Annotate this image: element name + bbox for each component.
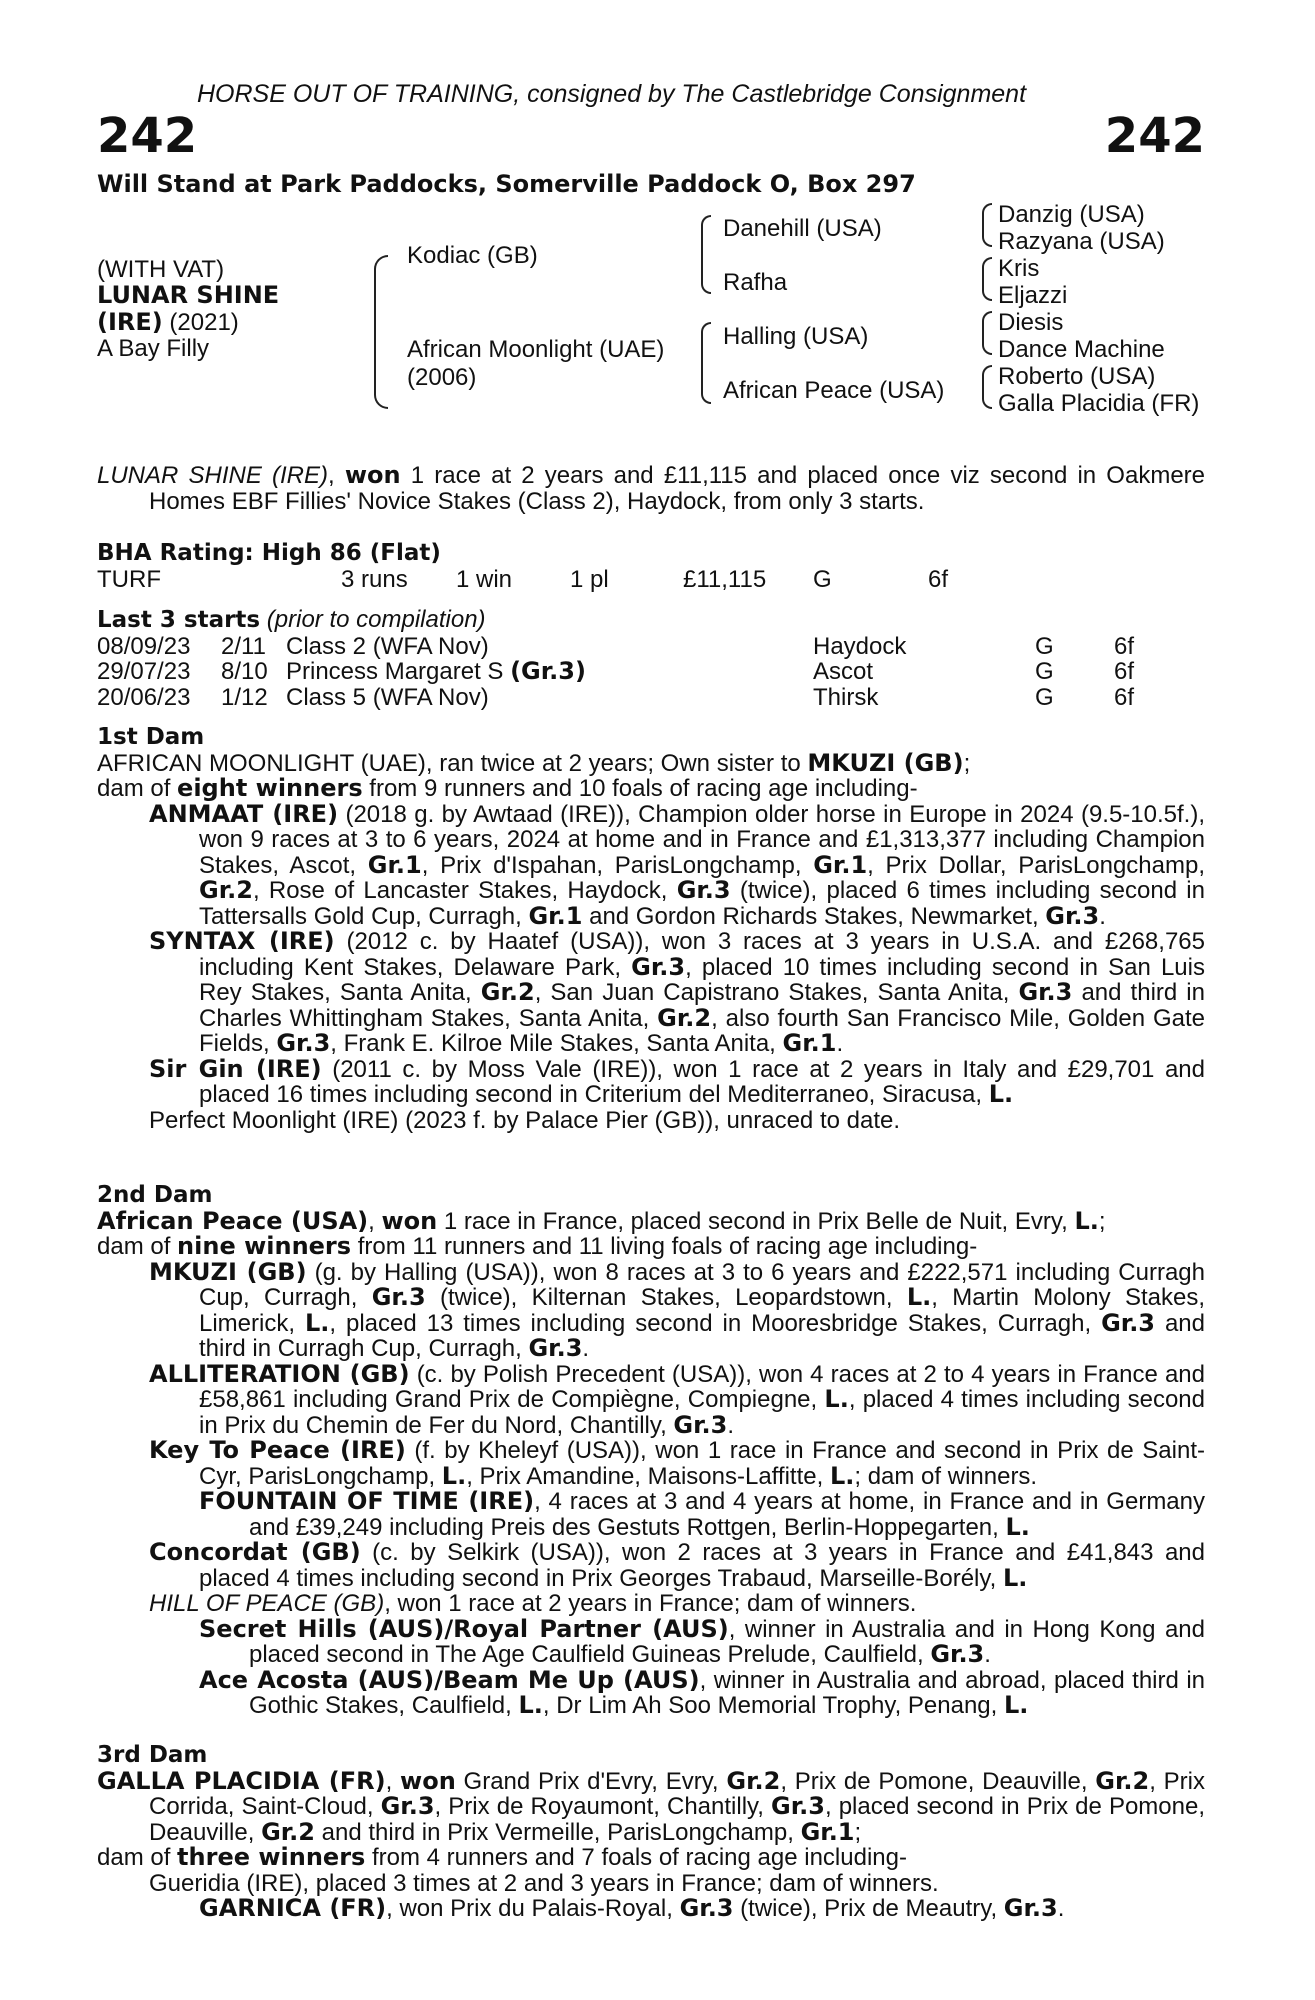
starts-table [97, 634, 1134, 711]
progeny-garnica: GARNICA (FR), won Prix du Palais-Royal, Gr.3 (twice), Prix de Meautry, Gr.3. [199, 1894, 1065, 1922]
pedigree-g7: Roberto (USA) [998, 363, 1156, 390]
second-dam-heading: 2nd Dam [97, 1182, 213, 1208]
last-three-starts: Last 3 starts (prior to compilation) 08/09/23 2/11 Class 2 (WFA Nov) Haydock G 6f 29/07/23 8/10 Princess Margaret S (Gr.3) Ascot G 6f 20/06/23 1/12 Class 5 (WFA Nov) Thirsk G 6f [97, 606, 1135, 711]
vat-note: (WITH VAT) [97, 256, 225, 283]
pedigree-sire: Kodiac (GB) [407, 242, 538, 269]
pedigree-brace-2a [701, 215, 711, 294]
third-dam-heading: 3rd Dam [97, 1742, 208, 1768]
progeny-secret-hills: Secret Hills (AUS)/Royal Partner (AUS), winner in Australia and in Hong Kong and placed second in The Age Caulfield Guineas Prelude, Caulfield, Gr.3. [199, 1614, 1205, 1668]
progeny-key-to-peace: Key To Peace (IRE) (f. by Kheleyf (USA)), won 1 race in France and second in Prix de Saint-Cyr, ParisLongchamp, L., Prix Amandine, Maisons-Laffitte, L.; dam of winners. [149, 1436, 1205, 1490]
progeny-ace-acosta: Ace Acosta (AUS)/Beam Me Up (AUS), winner in Australia and abroad, placed third in Gothic Stakes, Caulfield, L., Dr Lim Ah Soo Memorial Trophy, Penang, L. [199, 1665, 1205, 1719]
pedigree-g4: Eljazzi [998, 282, 1068, 309]
pedigree-g6: Dance Machine [998, 336, 1165, 363]
third-dam-section: 3rd Dam GALLA PLACIDIA (FR), won Grand Prix d'Evry, Evry, Gr.2, Prix de Pomone, Deauville, Gr.2, Prix Corrida, Saint-Cloud, Gr.3, Prix de Royaumont, Chantilly, Gr.3, placed second in Prix de Pomone, Deauville, Gr.2 and third in Prix Vermeille, ParisLongchamp, Gr.1; dam of three winners from 4 runners and 7 foals of racing age including- Gueridia (IRE), placed 3 times at 2 and 3 years in France; dam of winners. GARNICA (FR), won Prix du Palais-Royal, Gr.3 (twice), Prix de Meautry, Gr.3. [97, 1742, 1206, 1922]
pedigree-g3: Kris [998, 255, 1040, 282]
progeny-fountain-of-time: FOUNTAIN OF TIME (IRE), 4 races at 3 and 4 years at home, in France and in Germany and £39,249 including Preis des Gestuts Rottgen, Berlin-Hoppegarten, L. [199, 1487, 1206, 1541]
pedigree-g1: Danzig (USA) [998, 201, 1145, 228]
start-row: 29/07/23 8/10 Princess Margaret S (Gr.3) Ascot G 6f [97, 657, 1135, 685]
rating-table: TURF 3 runs 1 win 1 pl £11,115 G 6f [97, 565, 949, 593]
progeny-concordat: Concordat (GB) (c. by Selkirk (USA)), won 2 races at 3 years in France and £41,843 and placed 4 times including second in Prix Georges Trabaud, Marseille-Borély, L. [149, 1538, 1205, 1592]
pedigree-brace-3b [982, 257, 992, 301]
progeny-hill-of-peace: HILL OF PEACE (GB), won 1 race at 2 years in France; dam of winners. [149, 1590, 917, 1617]
pedigree-sire-sire: Danehill (USA) [723, 215, 882, 242]
pedigree-brace-3d [982, 365, 992, 409]
progeny-perfect-moonlight: Perfect Moonlight (IRE) (2023 f. by Palace Pier (GB)), unraced to date. [149, 1106, 901, 1134]
pedigree-dam-dam: African Peace (USA) [723, 377, 945, 404]
horse-name: LUNAR SHINE [97, 281, 280, 309]
start-row: 08/09/23 2/11 Class 2 (WFA Nov) Haydock G 6f [97, 632, 1135, 660]
lot-number-right: 242 [1104, 108, 1205, 164]
race-summary: LUNAR SHINE (IRE), won 1 race at 2 years and £11,115 and placed once viz second in Oakmere Homes EBF Fillies' Novice Stakes (Class 2), Haydock, from only 3 starts. [97, 461, 1206, 515]
first-dam-heading: 1st Dam [97, 724, 205, 750]
horse-description: A Bay Filly [97, 335, 210, 362]
pedigree-g8: Galla Placidia (FR) [998, 390, 1200, 417]
pedigree-brace-3a [982, 203, 992, 247]
start-row: 20/06/23 1/12 Class 5 (WFA Nov) Thirsk G 6f [97, 683, 1135, 711]
stand-location: Will Stand at Park Paddocks, Somerville Paddock O, Box 297 [97, 170, 916, 198]
consignment-line: HORSE OUT OF TRAINING, consigned by The Castlebridge Consignment [197, 80, 1027, 108]
pedigree-dam-year: (2006) [407, 364, 477, 391]
pedigree-g2: Razyana (USA) [998, 228, 1165, 255]
horse-name-suffix: (IRE) (2021) [97, 308, 239, 336]
progeny-mkuzi: MKUZI (GB) (g. by Halling (USA)), won 8 races at 3 to 6 years and £222,571 including Curragh Cup, Curragh, Gr.3 (twice), Kilternan Stakes, Leopardstown, L., Martin Molony Stakes, Limerick, L., placed 13 times including second in Mooresbridge Stakes, Curragh, Gr.3 and third in Curragh Cup, Curragh, Gr.3. [149, 1257, 1206, 1362]
pedigree-dam-sire: Halling (USA) [723, 323, 869, 350]
bha-rating: BHA Rating: High 86 (Flat) TURF 3 runs 1 win 1 pl £11,115 G 6f [97, 540, 949, 593]
progeny-sir-gin: Sir Gin (IRE) (2011 c. by Moss Vale (IRE)), won 1 race at 2 years in Italy and £29,701 and placed 16 times including second in Criterium del Mediterraneo, Siracusa, L. [149, 1054, 1205, 1108]
pedigree-brace-3c [982, 311, 992, 355]
lot-number-left: 242 [97, 108, 198, 164]
progeny-gueridia: Gueridia (IRE), placed 3 times at 2 and 3 years in France; dam of winners. [149, 1869, 939, 1897]
pedigree-sire-dam: Rafha [723, 269, 788, 296]
progeny-syntax: SYNTAX (IRE) (2012 c. by Haatef (USA)), won 3 races at 3 years in U.S.A. and £268,765 including Kent Stakes, Delaware Park, Gr.3, placed 10 times including second in San Luis Rey Stakes, Santa Anita, Gr.2, San Juan Capistrano Stakes, Santa Anita, Gr.3 and third in Charles Whittingham Stakes, Santa Anita, Gr.2, also fourth San Francisco Mile, Golden Gate Fields, Gr.3, Frank E. Kilroe Mile Stakes, Santa Anita, Gr.1. [149, 927, 1205, 1057]
second-dam-section: 2nd Dam African Peace (USA), won 1 race in France, placed second in Prix Belle de Nuit, Evry, L.; dam of nine winners from 11 runners and 11 living foals of racing age including- MKUZI (GB) (g. by Halling (USA)), won 8 races at 3 to 6 years and £222,571 including Curragh Cup, Curragh, Gr.3 (twice), Kilternan Stakes, Leopardstown, L., Martin Molony Stakes, Limerick, L., placed 13 times including second in Mooresbridge Stakes, Curragh, Gr.3 and third in Curragh Cup, Curragh, Gr.3. ALLITERATION (GB) (c. by Polish Precedent (USA)), won 4 races at 2 to 4 years in France and £58,861 including Grand Prix de Compiègne, Compiegne, L., placed 4 times including second in Prix du Chemin de Fer du Nord, Chantilly, Gr.3. Key To Peace (IRE) (f. by Kheleyf (USA)), won 1 race in France and second in Prix de Saint-Cyr, ParisLongchamp, L., Prix Amandine, Maisons-Laffitte, L.; dam of winners. FOUNTAIN OF TIME (IRE), 4 races at 3 and 4 years at home, in France and in Germany and £39,249 including Preis des Gestuts Rottgen, Berlin-Hoppegarten, L. Concordat (GB) (c. by Selkirk (USA)), won 2 races at 3 years in France and £41,843 and placed 4 times including second in Prix Georges Trabaud, Marseille-Borély, L. HILL OF PEACE (GB), won 1 race at 2 years in France; dam of winners. Secret Hills (AUS)/Royal Partner (AUS), winner in Australia and in Hong Kong and placed second in The Age Caulfield Guineas Prelude, Caulfield, Gr.3. Ace Acosta (AUS)/Beam Me Up (AUS), winner in Australia and abroad, placed third in Gothic Stakes, Caulfield, L., Dr Lim Ah Soo Memorial Trophy, Penang, L. [97, 1182, 1206, 1719]
pedigree-brace-2b [701, 322, 711, 404]
pedigree-g5: Diesis [998, 309, 1064, 336]
pedigree-brace-1 [374, 255, 388, 409]
progeny-anmaat: ANMAAT (IRE) (2018 g. by Awtaad (IRE)), Champion older horse in Europe in 2024 (9.5-10.5f.), won 9 races at 3 to 6 years, 2024 at home and in France and £1,313,377 including Champion Stakes, Ascot, Gr.1, Prix d'Ispahan, ParisLongchamp, Gr.1, Prix Dollar, ParisLongchamp, Gr.2, Rose of Lancaster Stakes, Haydock, Gr.3 (twice), placed 6 times including second in Tattersalls Gold Cup, Curragh, Gr.1 and Gordon Richards Stakes, Newmarket, Gr.3. [149, 799, 1206, 930]
pedigree-dam: African Moonlight (UAE) [407, 336, 665, 363]
progeny-alliteration: ALLITERATION (GB) (c. by Polish Precedent (USA)), won 4 races at 2 to 4 years in France and £58,861 including Grand Prix de Compiègne, Compiegne, L., placed 4 times including second in Prix du Chemin de Fer du Nord, Chantilly, Gr.3. [149, 1359, 1206, 1439]
first-dam-section: 1st Dam AFRICAN MOONLIGHT (UAE), ran twice at 2 years; Own sister to MKUZI (GB); dam of eight winners from 9 runners and 10 foals of racing age including- ANMAAT (IRE) (2018 g. by Awtaad (IRE)), Champion older horse in Europe in 2024 (9.5-10.5f.), won 9 races at 3 to 6 years, 2024 at home and in France and £1,313,377 including Champion Stakes, Ascot, Gr.1, Prix d'Ispahan, ParisLongchamp, Gr.1, Prix Dollar, ParisLongchamp, Gr.2, Rose of Lancaster Stakes, Haydock, Gr.3 (twice), placed 6 times including second in Tattersalls Gold Cup, Curragh, Gr.1 and Gordon Richards Stakes, Newmarket, Gr.3. SYNTAX (IRE) (2012 c. by Haatef (USA)), won 3 races at 3 years in U.S.A. and £268,765 including Kent Stakes, Delaware Park, Gr.3, placed 10 times including second in San Luis Rey Stakes, Santa Anita, Gr.2, San Juan Capistrano Stakes, Santa Anita, Gr.3 and third in Charles Whittingham Stakes, Santa Anita, Gr.2, also fourth San Francisco Mile, Golden Gate Fields, Gr.3, Frank E. Kilroe Mile Stakes, Santa Anita, Gr.1. Sir Gin (IRE) (2011 c. by Moss Vale (IRE)), won 1 race at 2 years in Italy and £29,701 and placed 16 times including second in Criterium del Mediterraneo, Siracusa, L. Perfect Moonlight (IRE) (2023 f. by Palace Pier (GB)), unraced to date. [97, 724, 1206, 1134]
